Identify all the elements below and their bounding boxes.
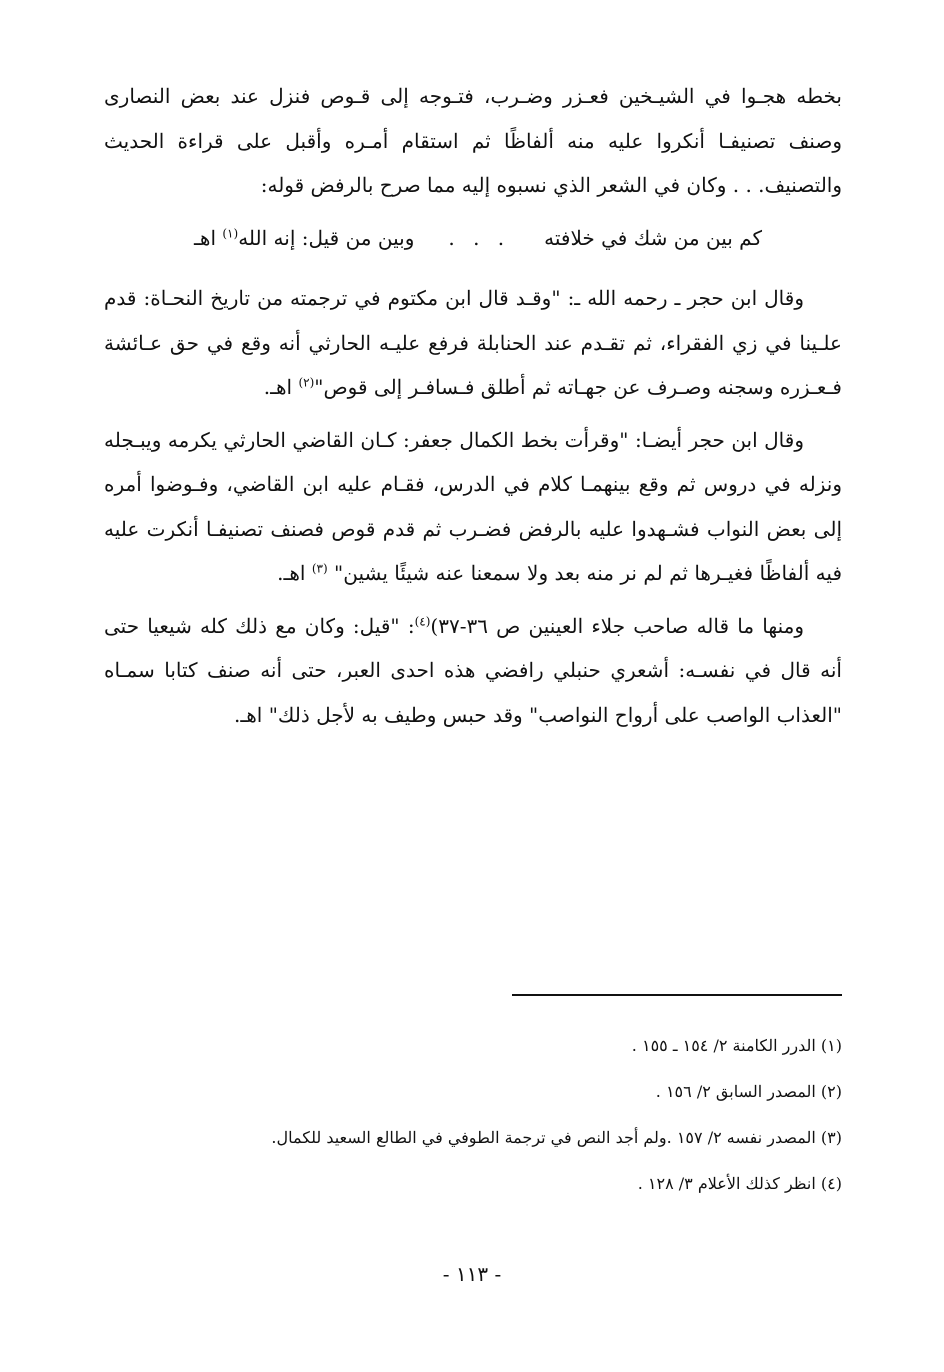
footnote-1: (١) الدرر الكامنة ٢/ ١٥٤ ـ ١٥٥ . — [631, 1036, 842, 1055]
footnote-ref-3: (٣) — [311, 561, 328, 576]
paragraph-2 — [104, 276, 842, 410]
paragraph-2-end: اهـ. — [263, 375, 299, 399]
page-number: - ١١٣ - — [442, 1262, 502, 1286]
footnote-ref-4: (٤) — [414, 613, 431, 628]
footnotes — [150, 1030, 842, 1214]
footnote-ref-1: (١) — [222, 225, 239, 240]
footnote-3: (٣) المصدر نفسه ٢/ ١٥٧ .ولم أجد النص في ترجمة الطوفي في الطالع السعيد للكمال. — [271, 1128, 842, 1147]
footnote-separator-rule — [512, 994, 842, 996]
verse-second-hemistich: وبين من قيل: إنه الله — [238, 225, 415, 250]
paragraph-4 — [104, 604, 842, 738]
footnote-4: (٤) انظر كذلك الأعلام ٣/ ١٢٨ . — [637, 1174, 842, 1193]
verse-end-mark: اهـ — [194, 225, 216, 250]
paragraph-3 — [104, 418, 842, 596]
paragraph-2-text: وقال ابن حجر ـ رحمه الله ـ: "وقـد قال ابن مكتوم في ترجمته من تاريخ النحـاة: قدم علـينا في زي الفقراء، ثم تقـدم عند الحنابلة فرفع عليـه الحارثي أنه وقع في حق عـائشة فـعـزره وسجنه وصـرف عن جهـاته ثم أطلق فـسافـر إلى قوص" — [104, 286, 842, 399]
verse-first-hemistich: كم بين من شك في خلافته — [544, 225, 762, 250]
paragraph-4-rest: : "قيل: وكان مع ذلك كله شيعيا حتى أنه قال في نفسـه: أشعري حنبلي رافضي هذه احدى العبر، حتى أنه صنف كتابا سمـاه "العذاب الواصب على أرواح النواصب" وقد حبس وطيف به لأجل ذلك" اهـ. — [104, 613, 842, 727]
paragraph-3-text: وقال ابن حجر أيضـا: "وقرأت بخط الكمال جعفر: كـان القاضي الحارثي يكرمه ويبـجله ونزله في دروس ثم وقع بينهمـا كلام في الدرس، فقـام عليه ابن القاضي، وفـوضوا أمره إلى بعض النواب فشـهدوا عليه بالرفض فضـرب ثم قدم قوص فصنف تصنيفـا أنكرت عليه فيه ألفاظًا فغيـرها ثم لم نر منه بعد ولا سمعنا عنه شيئًا يشين" — [104, 427, 842, 585]
verse-separator: . . . — [448, 225, 511, 250]
paragraph-1-text: بخطه هجـوا في الشيـخين فعـزر وضـرب، فتـوجه إلى قـوص فنزل عند بعض النصارى وصنف تصنيفـا أنكروا عليه منه ألفاظًا ثم استقام أمـره وأقبل على قراءة الحديث والتصنيف. . . وكان في الشعر الذي نسبوه إليه مما صرح بالرفض قوله: — [104, 84, 842, 197]
footnote-2: (٢) المصدر السابق ٢/ ١٥٦ . — [655, 1082, 842, 1101]
paragraph-3-end: اهـ. — [277, 561, 312, 585]
paragraph-4-start: ومنها ما قاله صاحب جلاء العينين ص ٣٦-٣٧) — [430, 613, 804, 638]
verse-second-hemistich-group — [194, 216, 414, 261]
main-text — [104, 74, 842, 745]
footnote-ref-2: (٢) — [298, 375, 315, 390]
paragraph-1 — [104, 74, 842, 208]
poetry-verse — [104, 216, 842, 261]
